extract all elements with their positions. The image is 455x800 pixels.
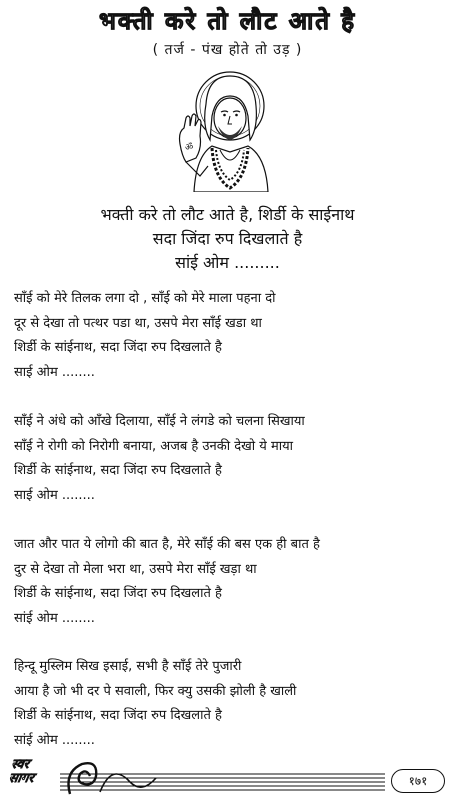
verse-line: हिन्दू मुस्लिम सिख इसाई, सभी है साँई तेरे पुजारी	[14, 659, 242, 674]
refrain-block	[0, 203, 455, 275]
stanza-4	[14, 655, 449, 753]
verse-line: साँई को मेरे तिलक लगा दो , साँई को मेरे माला पहना दो	[14, 291, 276, 306]
verse-line: जात और पात ये लोगो की बात है, मेरे साँई की बस एक ही बात है	[14, 537, 320, 552]
verse-line: दुर से देखा तो मेला भरा था, उसपे मेरा साँई खड़ा था	[14, 561, 257, 577]
refrain-line: सदा जिंदा रुप दिखलाते है	[152, 229, 303, 248]
verse-line: शिर्डी के सांईनाथ, सदा जिंदा रुप दिखलाते है	[14, 708, 222, 723]
verse-line: शिर्डी के सांईनाथ, सदा जिंदा रुप दिखलाते है	[14, 463, 222, 478]
page-footer	[0, 752, 455, 800]
stanza-3	[14, 533, 449, 631]
verse-line: साई ओम ........	[14, 364, 95, 380]
verse-line: शिर्डी के सांईनाथ, सदा जिंदा रुप दिखलाते है	[14, 340, 222, 355]
svar-sagar-logo: स्वर सागर	[7, 757, 35, 786]
stanza-2	[14, 410, 449, 508]
verse-line: साई ओम ........	[14, 487, 95, 503]
verse-line: साँई ने अंधे को आँखे दिलाया, साँई ने लंगडे को चलना सिखाया	[14, 414, 305, 429]
musical-staff-ornament	[0, 752, 455, 800]
page-number: १७१	[391, 769, 445, 793]
verse-line: सांई ओम ........	[14, 610, 95, 626]
refrain-line: सांई ओम .........	[175, 253, 280, 272]
verse-line: सांई ओम ........	[14, 732, 95, 748]
stanza-1	[14, 287, 449, 385]
sai-baba-portrait-illustration	[172, 66, 284, 192]
verse-line: दूर से देखा तो पत्थर पडा था, उसपे मेरा साँई खडा था	[14, 315, 262, 331]
refrain-line: भक्ती करे तो लौट आते है, शिर्डी के साईनाथ	[100, 205, 355, 224]
svg-text:ॐ: ॐ	[185, 143, 194, 153]
song-title: भक्ती करे तो लौट आते है	[98, 6, 357, 35]
verse-line: आया है जो भी दर पे सवाली, फिर क्यु उसकी झोली है खाली	[14, 683, 297, 699]
verse-line: साँई ने रोगी को निरोगी बनाया, अजब है उनकी देखो ये माया	[14, 438, 294, 454]
verse-line: शिर्डी के सांईनाथ, सदा जिंदा रुप दिखलाते है	[14, 586, 222, 601]
song-subtitle: ( तर्ज - पंख होते तो उड़ )	[152, 42, 303, 58]
